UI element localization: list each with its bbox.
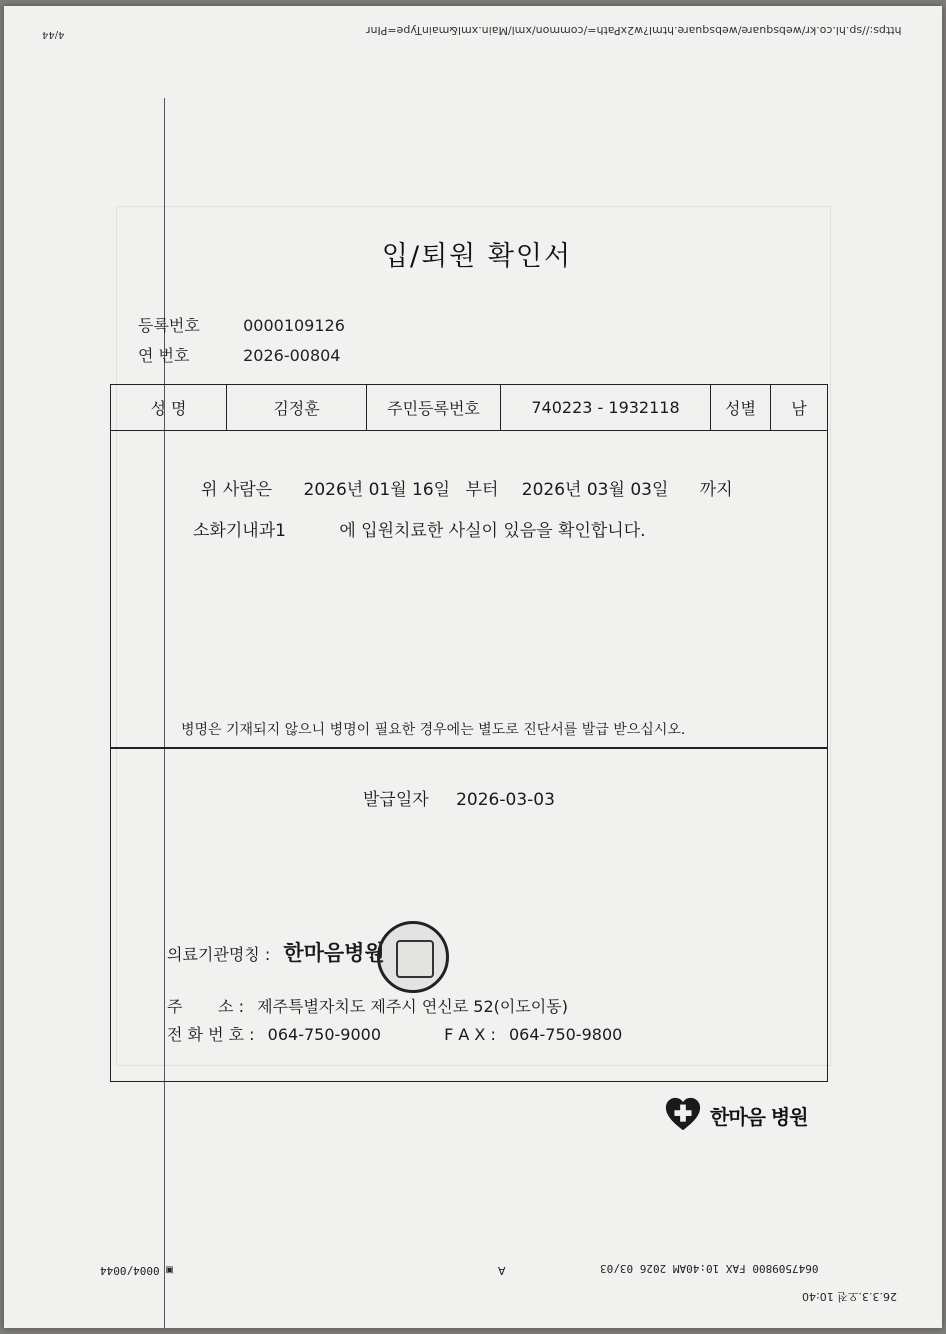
header-url: https://sp.hl.co.kr/websquare/websquare.html?w2xPath=/common/xml/Main.xml&mainType=PInr [366, 24, 902, 37]
rrn-label: 주민등록번호 [367, 385, 501, 430]
end-date: 2026년 03월 03일 [521, 480, 669, 500]
patient-info-row [111, 385, 827, 431]
fax-header-line: 0647509800 FAX 10:40AM 2026 03/03 [600, 1262, 819, 1275]
logo-text: 한마음 병원 [710, 1104, 808, 1129]
hospital-logo [664, 1096, 808, 1134]
issue-date-row [363, 785, 555, 810]
document-paper [4, 6, 942, 1328]
department: 소화기내과1 [193, 521, 286, 541]
patient-name: 김정훈 [227, 385, 367, 430]
until-word: 까지 [699, 480, 733, 500]
fax-value: 064-750-9800 [508, 1025, 623, 1044]
fax-page-count: ▣ 0004/0044 [100, 1264, 173, 1277]
fax-mark: A [498, 1264, 506, 1277]
diagnosis-notice: 병명은 기재되지 않으니 병명이 필요한 경우에는 별도로 진단서를 발급 받으십시오. [181, 722, 686, 738]
heart-cross-icon [664, 1096, 702, 1134]
department-line [193, 516, 646, 541]
institution-label: 의료기관명칭 : [167, 945, 271, 964]
address-value: 제주특별자치도 제주시 연신로 52(이도이동) [257, 997, 568, 1016]
document-title: 입/퇴원 확인서 [381, 241, 573, 272]
registration-label: 등록번호 [138, 316, 200, 335]
start-date: 2026년 01월 16일 [303, 480, 451, 500]
statement-suffix: 에 입원치료한 사실이 있음을 확인합니다. [339, 521, 646, 541]
address-row [167, 994, 568, 1017]
stay-period-line [201, 475, 733, 500]
name-label: 성 명 [111, 385, 227, 430]
phone-value: 064-750-9000 [267, 1025, 381, 1044]
box-divider [111, 747, 827, 749]
phone-label: 전 화 번 호 : [167, 1025, 255, 1044]
serial-label: 연 번호 [138, 346, 190, 365]
issue-label: 발급일자 [363, 790, 429, 810]
certificate-box [110, 384, 828, 1082]
institution-row [167, 937, 385, 967]
contact-row [167, 1022, 622, 1045]
registration-value: 0000109126 [243, 316, 345, 335]
page-indicator: 4/44 [42, 29, 65, 40]
official-seal [377, 921, 449, 993]
fax-label: F A X : [444, 1025, 496, 1044]
serial-row [138, 343, 340, 366]
institution-name: 한마음병원 [283, 941, 385, 965]
statement-prefix: 위 사람은 [201, 480, 273, 500]
rrn-value: 740223 - 1932118 [501, 385, 711, 430]
serial-value: 2026-00804 [243, 346, 341, 365]
issue-date: 2026-03-03 [456, 790, 555, 810]
gender-value: 남 [791, 399, 807, 418]
fax-timestamp: 26.3.3.오전 10:40 [802, 1290, 897, 1303]
gender-label: 성별 [711, 385, 771, 430]
registration-row [138, 313, 345, 336]
from-word: 부터 [465, 480, 499, 500]
address-label: 주 소 : [167, 997, 244, 1016]
